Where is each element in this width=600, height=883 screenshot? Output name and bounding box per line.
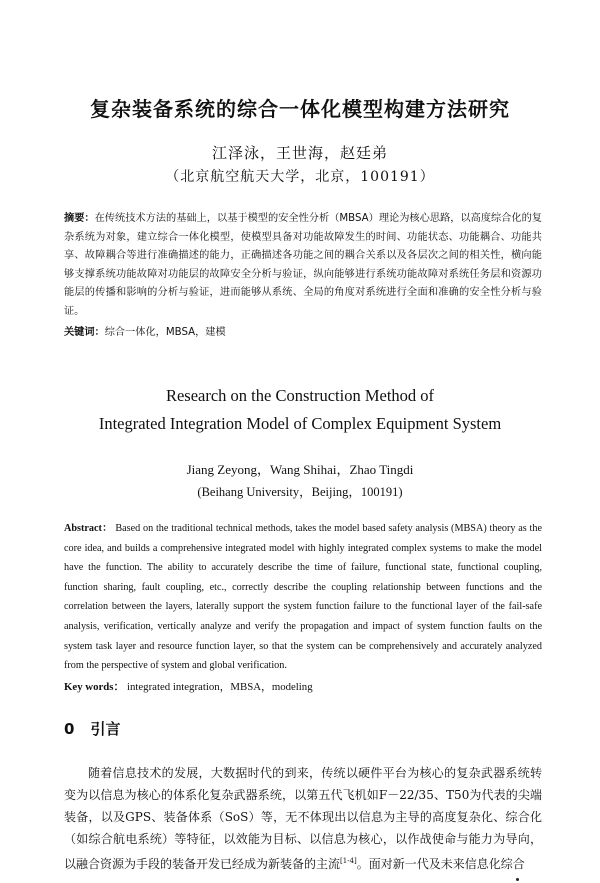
body-paragraph-text: 随着信息技术的发展，大数据时代的到来，传统以硬件平台为核心的复杂武器系统转变为以信息为核心的体系化复杂武器系统，以第五代飞机如F－22/35、T50为代表的尖端装备，以及GPS、装备体系（SoS）等，无不体现出以信息为主导的高度复杂化、综合化（如综合航电系统）等特征，以效能为目标、以信息为核心，以作战使命与能力为导向，以融合资源为手段的装备开发已经成为新装备的主流 <box>64 766 542 871</box>
keywords-en-label: Key words： <box>64 681 125 693</box>
body-text <box>64 762 542 875</box>
keywords-en-text: integrated integration，MBSA，modeling <box>126 681 313 693</box>
section-heading <box>64 718 120 739</box>
paper-title-en-line2: Integrated Integration Model of Complex Equipment System <box>98 414 502 433</box>
abstract-cn-label: 摘要： <box>64 213 95 224</box>
abstract-cn <box>64 210 542 322</box>
paper-title-cn: 复杂装备系统的综合一体化模型构建方法研究 <box>90 97 510 121</box>
keywords-cn-text: 综合一体化，MBSA，建模 <box>104 327 226 338</box>
abstract-en-text: Based on the traditional technical methods, takes the model based safety analysis (MBSA) theory as the core idea, and builds a comprehensive integrated model with highly integrated complex systems to make the model have the function. The ability to accurately describe the time of failure, functional state, functional coupling, function sharing, fault coupling, etc., correctly describe the coupling relationship between functions and the correlation between the layers, laterally support the system function failure to the functional layer of the fail-safe analysis, verification, vertically analyze and verify the propagation and impact of system function faults on the system task layer and resource function layer, so that the system can be comprehensively and accurately analyzed from the perspective of system and global verification. <box>64 523 542 672</box>
keywords-cn <box>64 323 542 338</box>
body-paragraph <box>64 762 542 875</box>
keywords-cn-label: 关键词： <box>64 327 105 338</box>
paper-title-en-line1: Research on the Construction Method of <box>165 386 435 405</box>
abstract-en <box>64 519 542 676</box>
abstract-en-label: Abstract： <box>64 523 113 534</box>
abstract-cn-text: 在传统技术方法的基础上，以基于模型的安全性分析（MBSA）理论为核心思路，以高度综合化的复杂系统为对象，建立综合一体化模型，使模型具备对功能故障发生的时间、功能状态、功能耦合、功能共享、故障耦合等进行准确描述的能力，正确描述各功能之间的耦合关系以及各层次之间的相关性，横向能够支撑系统功能故障对功能层的故障安全分析与验证，纵向能够进行系统功能故障对系统任务层和资源功能层的传播和影响的分析与验证，进而能够从系统、全局的角度对系统进行全面和准确的安全性分析与验证。 <box>64 213 542 317</box>
section-number: 0 <box>64 720 75 738</box>
paper-title-en <box>0 382 600 438</box>
affiliation-cn: （北京航空航天大学，北京，100191） <box>165 169 435 185</box>
keywords-en <box>64 679 542 694</box>
affiliation-en: (Beihang University，Beijing，100191) <box>197 485 403 499</box>
page-mark-dot <box>516 878 519 881</box>
citation-ref: [1-4] <box>340 857 357 865</box>
body-paragraph-continuation: 。面对新一代及未来信息化综合 <box>356 857 525 871</box>
authors-en: Jiang Zeyong，Wang Shihai，Zhao Tingdi <box>186 462 414 477</box>
authors-cn: 江泽泳，王世海，赵廷弟 <box>211 144 388 162</box>
section-title: 引言 <box>90 720 121 738</box>
